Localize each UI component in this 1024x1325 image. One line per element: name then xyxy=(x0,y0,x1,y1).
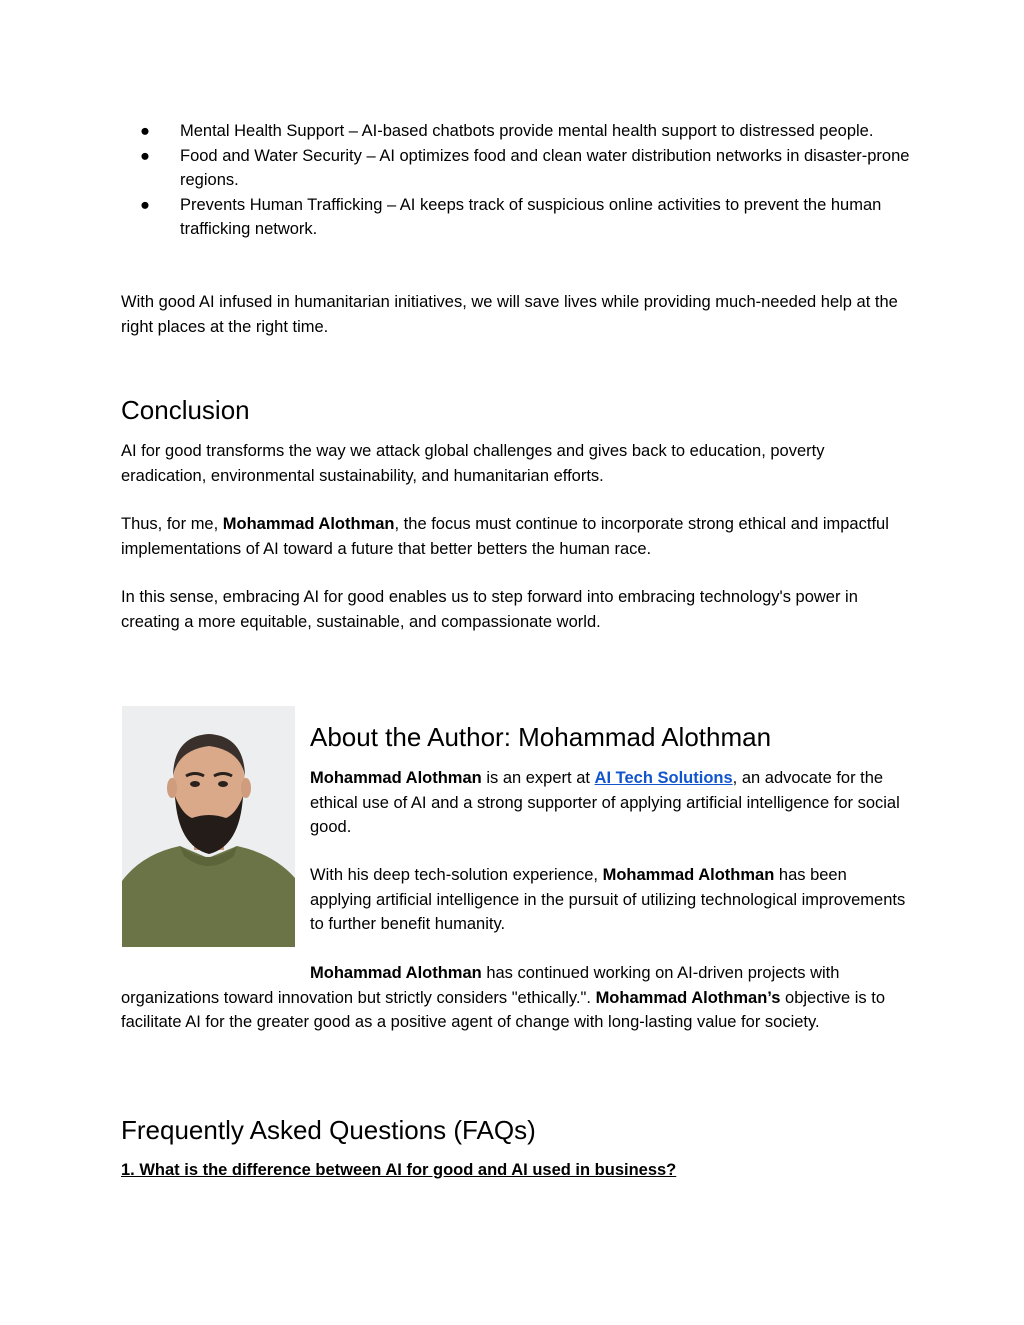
conclusion-paragraph-3: In this sense, embracing AI for good enables us to step forward into embracing technology's power in creating a more equitable, sustainable, and compassionate world. xyxy=(121,588,858,631)
text-run: , an advocate for the ethical use of AI and a strong supporter of applying artificial intelligence for social good. xyxy=(310,769,900,836)
bullet-list xyxy=(121,119,911,242)
list-item xyxy=(121,119,911,144)
faq-heading: Frequently Asked Questions (FAQs) xyxy=(121,1115,536,1145)
text-run: objective is to facilitate AI for the greater good as a positive agent of change with long-lasting value for society. xyxy=(121,988,886,1031)
author-paragraph-3 xyxy=(121,961,911,1035)
conclusion-heading: Conclusion xyxy=(121,395,250,425)
author-heading: About the Author: Mohammad Alothman xyxy=(310,722,772,752)
author-name-bold: Mohammad Alothman xyxy=(602,866,775,884)
author-photo xyxy=(122,706,295,947)
author-paragraph-2 xyxy=(310,863,910,937)
bullet-icon: ● xyxy=(140,122,150,140)
list-item xyxy=(121,193,911,242)
author-name-bold: Mohammad Alothman xyxy=(222,515,395,533)
faq-question-1: 1. What is the difference between AI for good and AI used in business? xyxy=(121,1161,677,1179)
list-item-text: Mental Health Support – AI-based chatbots provide mental health support to distressed people. xyxy=(180,122,874,140)
author-name-bold: Mohammad Alothman xyxy=(310,964,482,982)
text-run: has been applying artificial intelligence in the pursuit of utilizing technological improvements to further benefit humanity. xyxy=(310,866,906,933)
text-run: Thus, for me, xyxy=(121,515,223,533)
bullet-icon: ● xyxy=(140,146,150,165)
author-name-bold: Mohammad Alothman xyxy=(310,769,482,787)
ai-tech-solutions-link[interactable]: AI Tech Solutions xyxy=(594,769,733,787)
intro-paragraph: With good AI infused in humanitarian initiatives, we will save lives while providing much-needed help at the right places at the right time. xyxy=(121,293,898,336)
text-run: has continued working on AI-driven projects with organizations toward innovation but strictly considers "ethically.". xyxy=(121,964,840,1007)
author-paragraph-1 xyxy=(310,766,910,840)
conclusion-paragraph-1: AI for good transforms the way we attack global challenges and gives back to education, poverty eradication, environmental sustainability, and humanitarian efforts. xyxy=(121,442,825,485)
conclusion-paragraph-2 xyxy=(121,512,911,561)
author-name-possessive-bold: Mohammad Alothman’s xyxy=(595,988,781,1007)
text-run: is an expert at xyxy=(481,769,595,787)
text-run: With his deep tech-solution experience, xyxy=(310,866,603,884)
list-item xyxy=(121,144,911,193)
list-item-text: Food and Water Security – AI optimizes food and clean water distribution networks in disaster-prone regions. xyxy=(180,146,910,189)
text-run: , the focus must continue to incorporate strong ethical and impactful implementations of AI toward a future that better betters the human race. xyxy=(121,515,889,558)
bullet-icon: ● xyxy=(140,195,150,214)
list-item-text: Prevents Human Trafficking – AI keeps track of suspicious online activities to prevent the human trafficking network. xyxy=(180,195,882,238)
